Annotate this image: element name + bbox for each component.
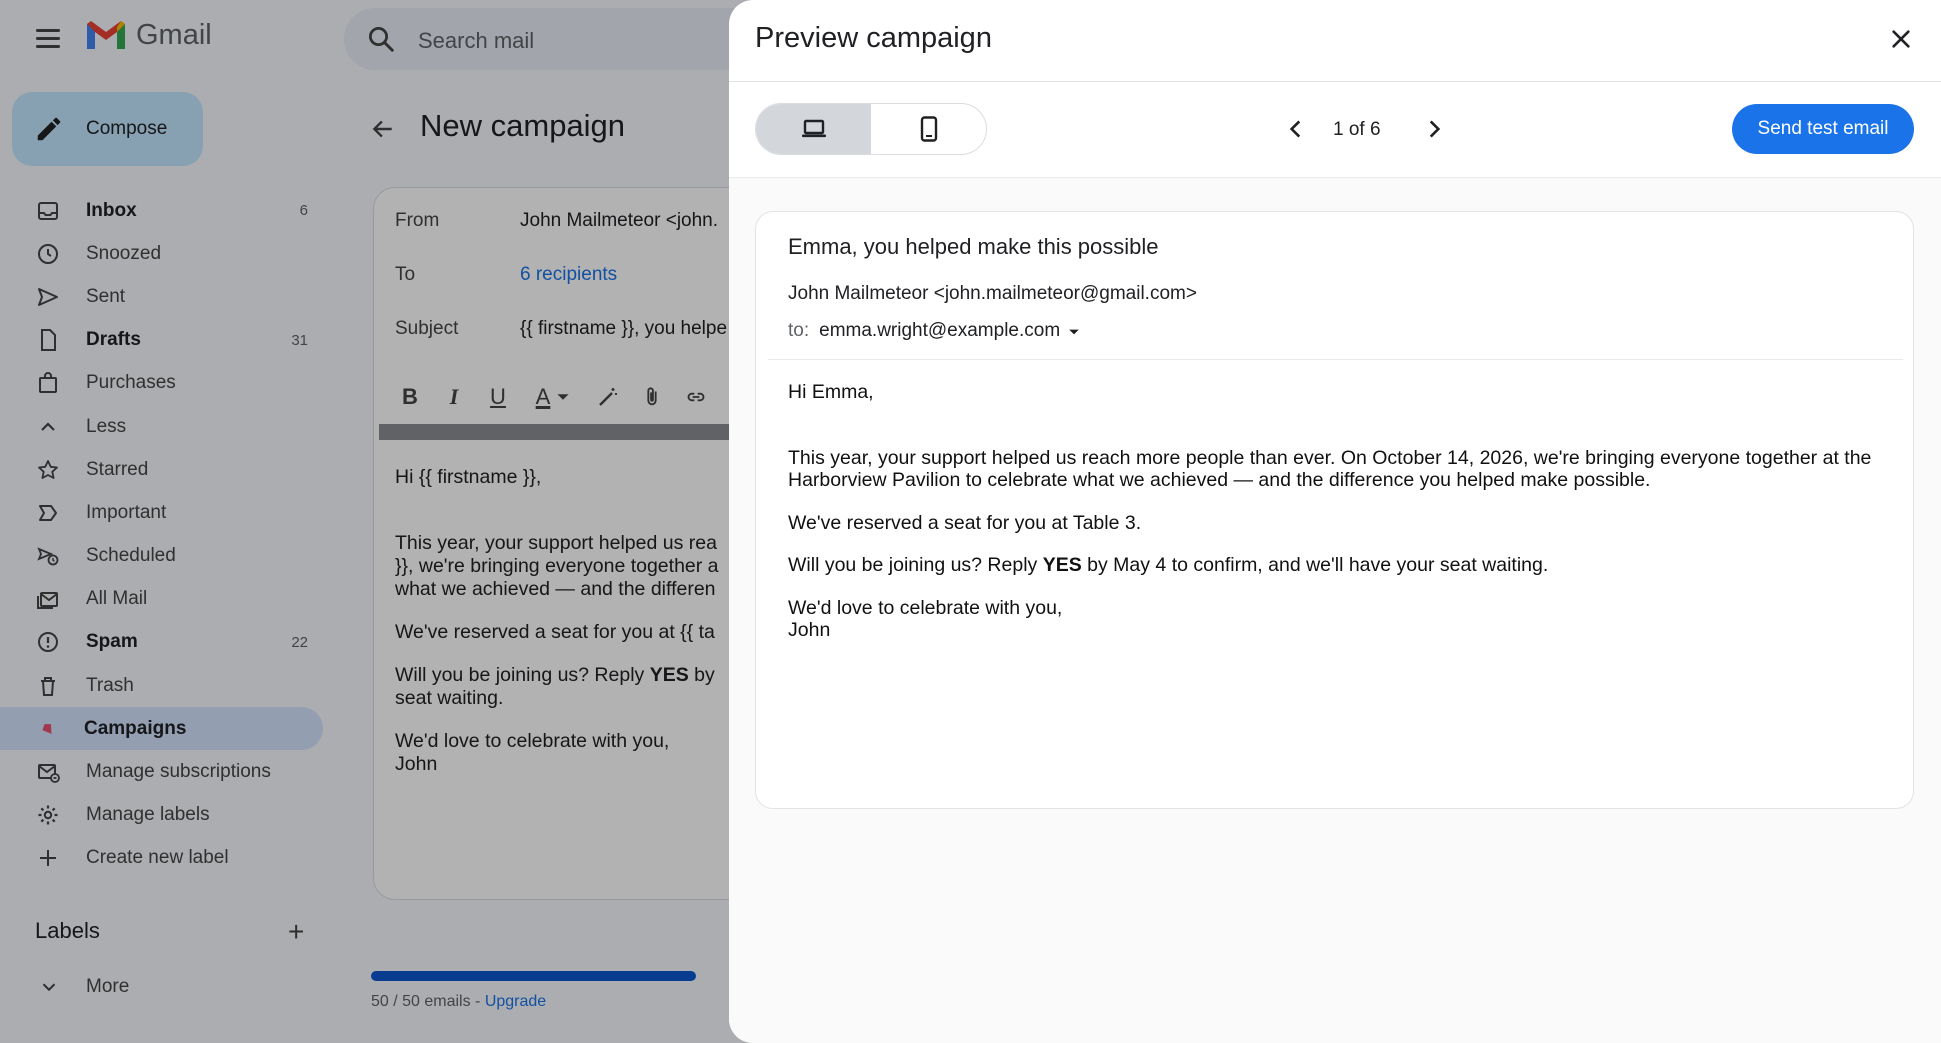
from-label: From xyxy=(395,210,440,231)
add-label-plus-icon[interactable]: + xyxy=(288,916,305,947)
editor-greeting: Hi {{ firstname }}, xyxy=(395,466,542,488)
panel-title: Preview campaign xyxy=(755,22,992,54)
email-preview-card xyxy=(755,211,1914,809)
email-text: Will you be joining us? Reply xyxy=(788,554,1043,576)
laptop-icon xyxy=(800,118,828,140)
recipient-pager xyxy=(1283,110,1453,150)
gmail-logo-text: Gmail xyxy=(136,18,212,51)
send-test-email-button[interactable]: Send test email xyxy=(1732,104,1914,154)
sidebar-item-label: All Mail xyxy=(86,588,148,610)
sidebar-item-count: 31 xyxy=(291,331,308,349)
sidebar-item-label: Inbox xyxy=(86,199,137,221)
sidebar-item-label: Purchases xyxy=(86,372,176,394)
sidebar-item-label: More xyxy=(86,976,130,997)
sidebar-item-label: Drafts xyxy=(86,329,141,351)
sidebar-item-label: Trash xyxy=(86,674,134,696)
compose-label: Compose xyxy=(86,118,168,139)
email-text: by May 4 to confirm, and we'll have your seat waiting. xyxy=(1081,554,1549,576)
sidebar-item-count: 6 xyxy=(299,202,308,220)
email-paragraph-3 xyxy=(788,554,1888,577)
editor-bold-yes: YES xyxy=(649,664,689,686)
editor-line: what we achieved — and the differen xyxy=(395,578,716,600)
to-address: emma.wright@example.com xyxy=(819,320,1061,341)
to-label: To xyxy=(395,264,416,285)
preview-campaign-panel xyxy=(729,0,1941,1043)
close-button[interactable] xyxy=(1884,22,1918,56)
underline-icon[interactable]: U xyxy=(490,384,506,409)
email-signature: John xyxy=(788,619,831,641)
sidebar-item-label: Manage labels xyxy=(86,804,210,826)
editor-line: This year, your support helped us rea xyxy=(395,532,717,554)
sidebar-item-label: Create new label xyxy=(86,847,229,869)
editor-line: We've reserved a seat for you at {{ ta xyxy=(395,621,715,643)
email-recipient[interactable] xyxy=(788,320,1080,342)
chevron-left-icon[interactable] xyxy=(1283,116,1309,142)
phone-icon xyxy=(920,116,938,142)
sidebar-item-label: Snoozed xyxy=(86,242,162,264)
sidebar-item-label: Campaigns xyxy=(84,717,187,739)
mobile-view-button[interactable] xyxy=(871,104,986,154)
caret-down-icon[interactable] xyxy=(1068,326,1080,338)
editor-line: }}, we're bringing everyone together a xyxy=(395,555,719,577)
subject-input[interactable]: {{ firstname }}, you helpe xyxy=(520,318,728,339)
editor-line: by xyxy=(688,664,715,686)
pager-count: 1 of 6 xyxy=(1333,119,1381,140)
editor-line: seat waiting. xyxy=(395,687,504,709)
email-bold-yes: YES xyxy=(1042,554,1082,576)
email-divider xyxy=(768,359,1903,360)
sidebar-item-label: Less xyxy=(86,415,127,437)
email-body xyxy=(788,381,1888,662)
device-toggle xyxy=(755,103,987,155)
header-divider xyxy=(729,81,1941,82)
email-paragraph-2: We've reserved a seat for you at Table 3. xyxy=(788,511,1142,534)
email-paragraph-1: This year, your support helped us reach more people than ever. On October 14, 2026, we're bringing everyone together at the Harborview Pavilion to celebrate what we achieved — and the difference you helped make possible. xyxy=(788,446,1872,491)
sidebar-item-label: Starred xyxy=(86,458,149,480)
from-value[interactable]: John Mailmeteor <john. xyxy=(520,210,719,231)
editor-signature: John xyxy=(395,753,438,775)
email-sender: John Mailmeteor <john.mailmeteor@gmail.com> xyxy=(788,283,1197,304)
editor-line: Will you be joining us? Reply xyxy=(395,664,650,686)
sidebar-item-label: Sent xyxy=(86,285,126,307)
sidebar-item-label: Scheduled xyxy=(86,545,176,567)
to-label: to: xyxy=(788,320,810,341)
recipients-link[interactable]: 6 recipients xyxy=(520,264,618,285)
email-greeting: Hi Emma, xyxy=(788,381,874,403)
desktop-view-button[interactable] xyxy=(756,104,871,154)
bold-icon[interactable]: B xyxy=(402,384,418,409)
close-icon xyxy=(1890,28,1912,50)
sidebar-item-count: 22 xyxy=(291,633,308,651)
sidebar-item-label: Spam xyxy=(86,631,138,653)
campaign-title: New campaign xyxy=(420,108,626,143)
subject-label: Subject xyxy=(395,318,459,339)
labels-heading: Labels xyxy=(35,918,100,943)
email-subject: Emma, you helped make this possible xyxy=(788,234,1159,259)
sidebar-item-label: Important xyxy=(86,501,167,523)
text-color-icon[interactable]: A xyxy=(528,382,578,412)
email-signoff xyxy=(788,597,1888,642)
editor-signoff: We'd love to celebrate with you, xyxy=(395,730,670,752)
search-input[interactable]: Search mail xyxy=(418,28,535,53)
italic-icon[interactable]: I xyxy=(449,384,459,409)
sidebar-item-label: Manage subscriptions xyxy=(86,761,271,783)
email-signoff-line: We'd love to celebrate with you, xyxy=(788,596,1063,619)
quota-count: 50 / 50 emails - xyxy=(371,993,485,1010)
upgrade-link[interactable]: Upgrade xyxy=(484,993,547,1010)
chevron-right-icon[interactable] xyxy=(1421,116,1447,142)
